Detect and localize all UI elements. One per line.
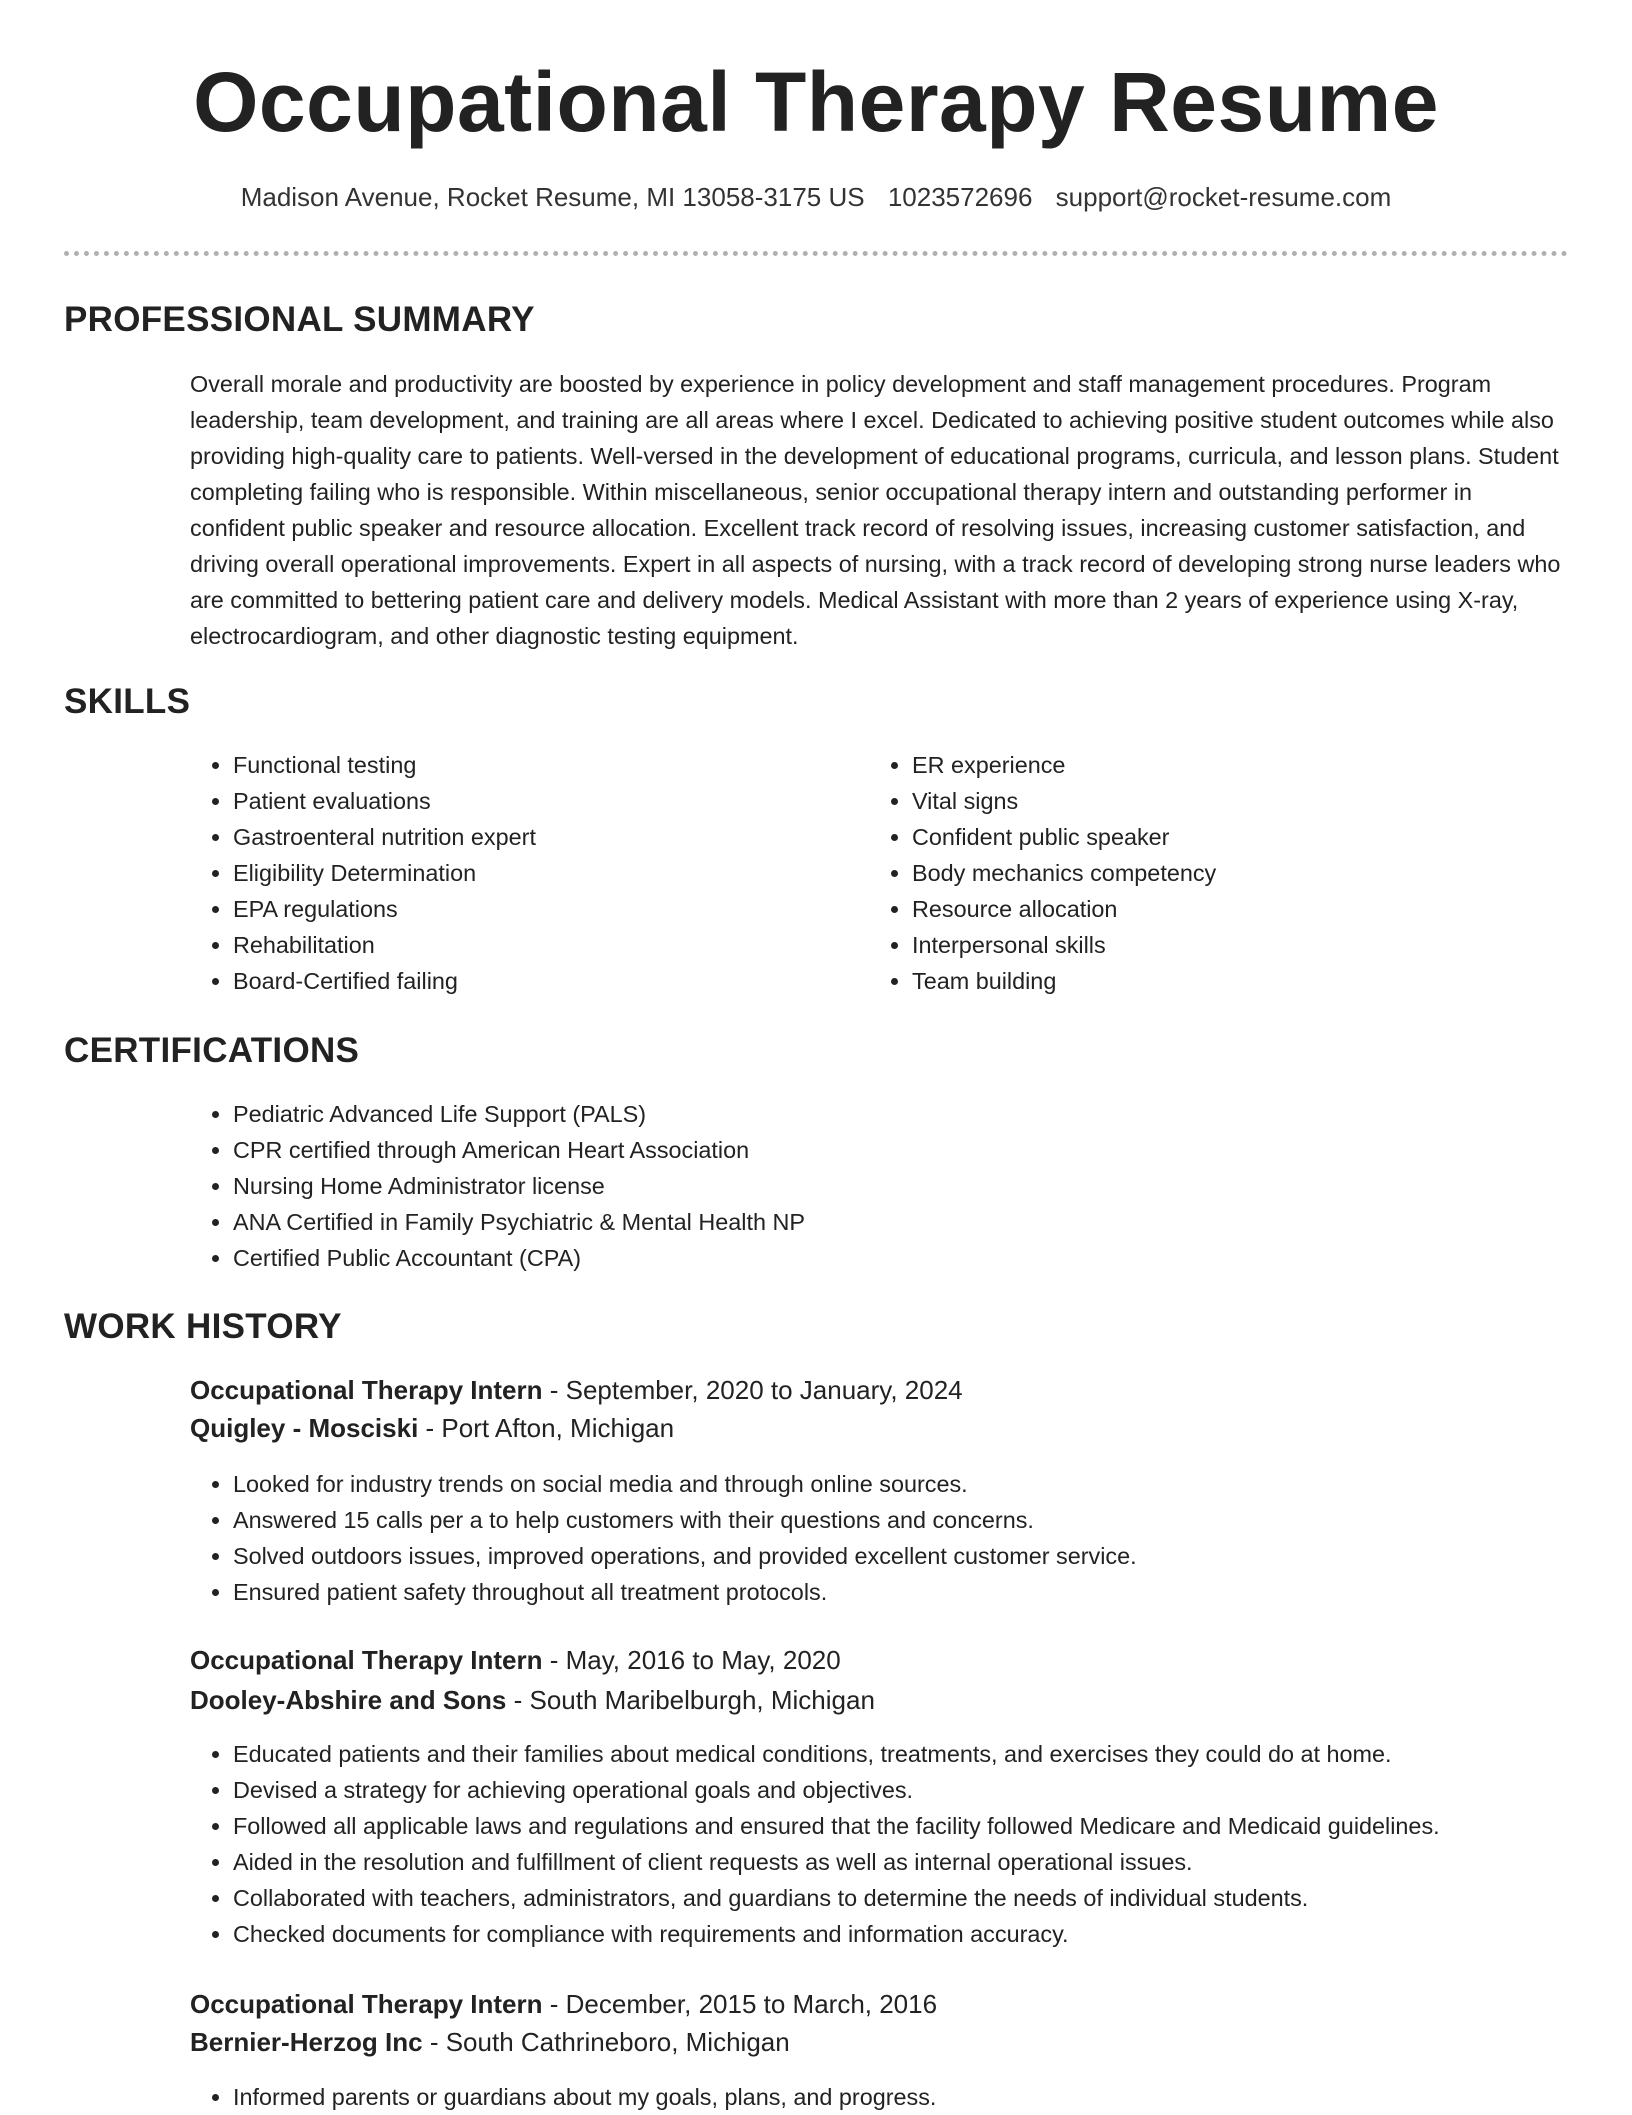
skill-item: • Body mechanics competency	[912, 855, 1532, 891]
job-title-line	[190, 1989, 937, 2020]
skill-item: • Interpersonal skills	[912, 927, 1532, 963]
skill-item: • EPA regulations	[233, 891, 853, 927]
certification-item: • Certified Public Accountant (CPA)	[233, 1240, 1533, 1276]
skill-item: • Gastroenteral nutrition expert	[233, 819, 853, 855]
certifications-list	[190, 1096, 1533, 1276]
job-company-line	[190, 2027, 790, 2058]
job-bullet: • Informed parents or guardians about my goals, plans, and progress.	[233, 2079, 1613, 2115]
certification-item: • ANA Certified in Family Psychiatric & Mental Health NP	[233, 1204, 1533, 1240]
contact-email: support@rocket-resume.com	[1055, 182, 1392, 212]
contact-phone: 1023572696	[887, 182, 1033, 212]
job-dates: - September, 2020 to January, 2024	[542, 1375, 963, 1405]
job-company: Bernier-Herzog Inc	[190, 2027, 423, 2057]
skill-item: • Eligibility Determination	[233, 855, 853, 891]
certification-item: • Pediatric Advanced Life Support (PALS)	[233, 1096, 1533, 1132]
job-bullet: • Solved outdoors issues, improved operations, and provided excellent customer service.	[233, 1538, 1613, 1574]
skill-item: • Confident public speaker	[912, 819, 1532, 855]
skill-item: • Vital signs	[912, 783, 1532, 819]
skill-item: • Resource allocation	[912, 891, 1532, 927]
skill-item: • ER experience	[912, 747, 1532, 783]
summary-heading: PROFESSIONAL SUMMARY	[64, 300, 535, 339]
job-title: Occupational Therapy Intern	[190, 1645, 543, 1675]
skill-item: • Team building	[912, 963, 1532, 999]
job-title: Occupational Therapy Intern	[190, 1375, 543, 1405]
job-bullet: • Aided in the resolution and fulfillment of client requests as well as internal operational issues.	[233, 1844, 1613, 1880]
job-bullet: • Collaborated with teachers, administrators, and guardians to determine the needs of individual students.	[233, 1880, 1613, 1916]
certification-item: • CPR certified through American Heart Association	[233, 1132, 1533, 1168]
job-title-line	[190, 1375, 963, 1406]
contact-line	[0, 182, 1632, 213]
job-bullet: • Followed all applicable laws and regulations and ensured that the facility followed Medicare and Medicaid guidelines.	[233, 1808, 1613, 1844]
job-company-line	[190, 1685, 875, 1716]
job-company-line	[190, 1413, 674, 1444]
skills-list-left	[190, 747, 853, 999]
job-bullet: • Checked documents for compliance with requirements and information accuracy.	[233, 1916, 1613, 1952]
job-company: Quigley - Mosciski	[190, 1413, 419, 1443]
job-bullets	[190, 1466, 1613, 1610]
job-bullet: • Answered 15 calls per a to help customers with their questions and concerns.	[233, 1502, 1613, 1538]
header-divider	[64, 251, 1568, 256]
skill-item: • Patient evaluations	[233, 783, 853, 819]
job-bullet: • Educated patients and their families about medical conditions, treatments, and exercises they could do at home.	[233, 1736, 1613, 1772]
skills-heading: SKILLS	[64, 682, 191, 721]
job-bullets	[190, 1736, 1613, 1952]
skill-item: • Board-Certified failing	[233, 963, 853, 999]
job-title-line	[190, 1645, 841, 1676]
job-dates: - May, 2016 to May, 2020	[542, 1645, 841, 1675]
job-company: Dooley-Abshire and Sons	[190, 1685, 507, 1715]
job-bullet: • Ensured patient safety throughout all treatment protocols.	[233, 1574, 1613, 1610]
page-title: Occupational Therapy Resume	[193, 55, 1439, 149]
certifications-heading: CERTIFICATIONS	[64, 1031, 360, 1070]
contact-address: Madison Avenue, Rocket Resume, MI 13058-3175 US	[240, 182, 865, 212]
summary-text: Overall morale and productivity are boosted by experience in policy development and staff management procedures. Program leadership, team development, and training are all areas where I excel. Dedicated to achieving positive student outcomes while also providing high-quality care to patients. Well-versed in the development of educational programs, curricula, and lesson plans. Student completing failing who is responsible. Within miscellaneous, senior occupational therapy intern and outstanding performer in confident public speaker and resource allocation. Excellent track record of resolving issues, increasing customer satisfaction, and driving overall operational improvements. Expert in all aspects of nursing, with a track record of developing strong nurse leaders who are committed to bettering patient care and delivery models. Medical Assistant with more than 2 years of experience using X-ray, electrocardiogram, and other diagnostic testing equipment.	[190, 371, 1561, 649]
job-location: - South Maribelburgh, Michigan	[506, 1685, 875, 1715]
skill-item: • Rehabilitation	[233, 927, 853, 963]
skills-list-right	[869, 747, 1532, 999]
certification-item: • Nursing Home Administrator license	[233, 1168, 1533, 1204]
job-bullet: • Looked for industry trends on social media and through online sources.	[233, 1466, 1613, 1502]
job-title: Occupational Therapy Intern	[190, 1989, 543, 2019]
job-bullets	[190, 2079, 1613, 2115]
skill-item: • Functional testing	[233, 747, 853, 783]
job-dates: - December, 2015 to March, 2016	[542, 1989, 938, 2019]
job-location: - South Cathrineboro, Michigan	[422, 2027, 790, 2057]
job-location: - Port Afton, Michigan	[418, 1413, 675, 1443]
job-bullet: • Devised a strategy for achieving operational goals and objectives.	[233, 1772, 1613, 1808]
work-history-heading: WORK HISTORY	[64, 1307, 342, 1346]
